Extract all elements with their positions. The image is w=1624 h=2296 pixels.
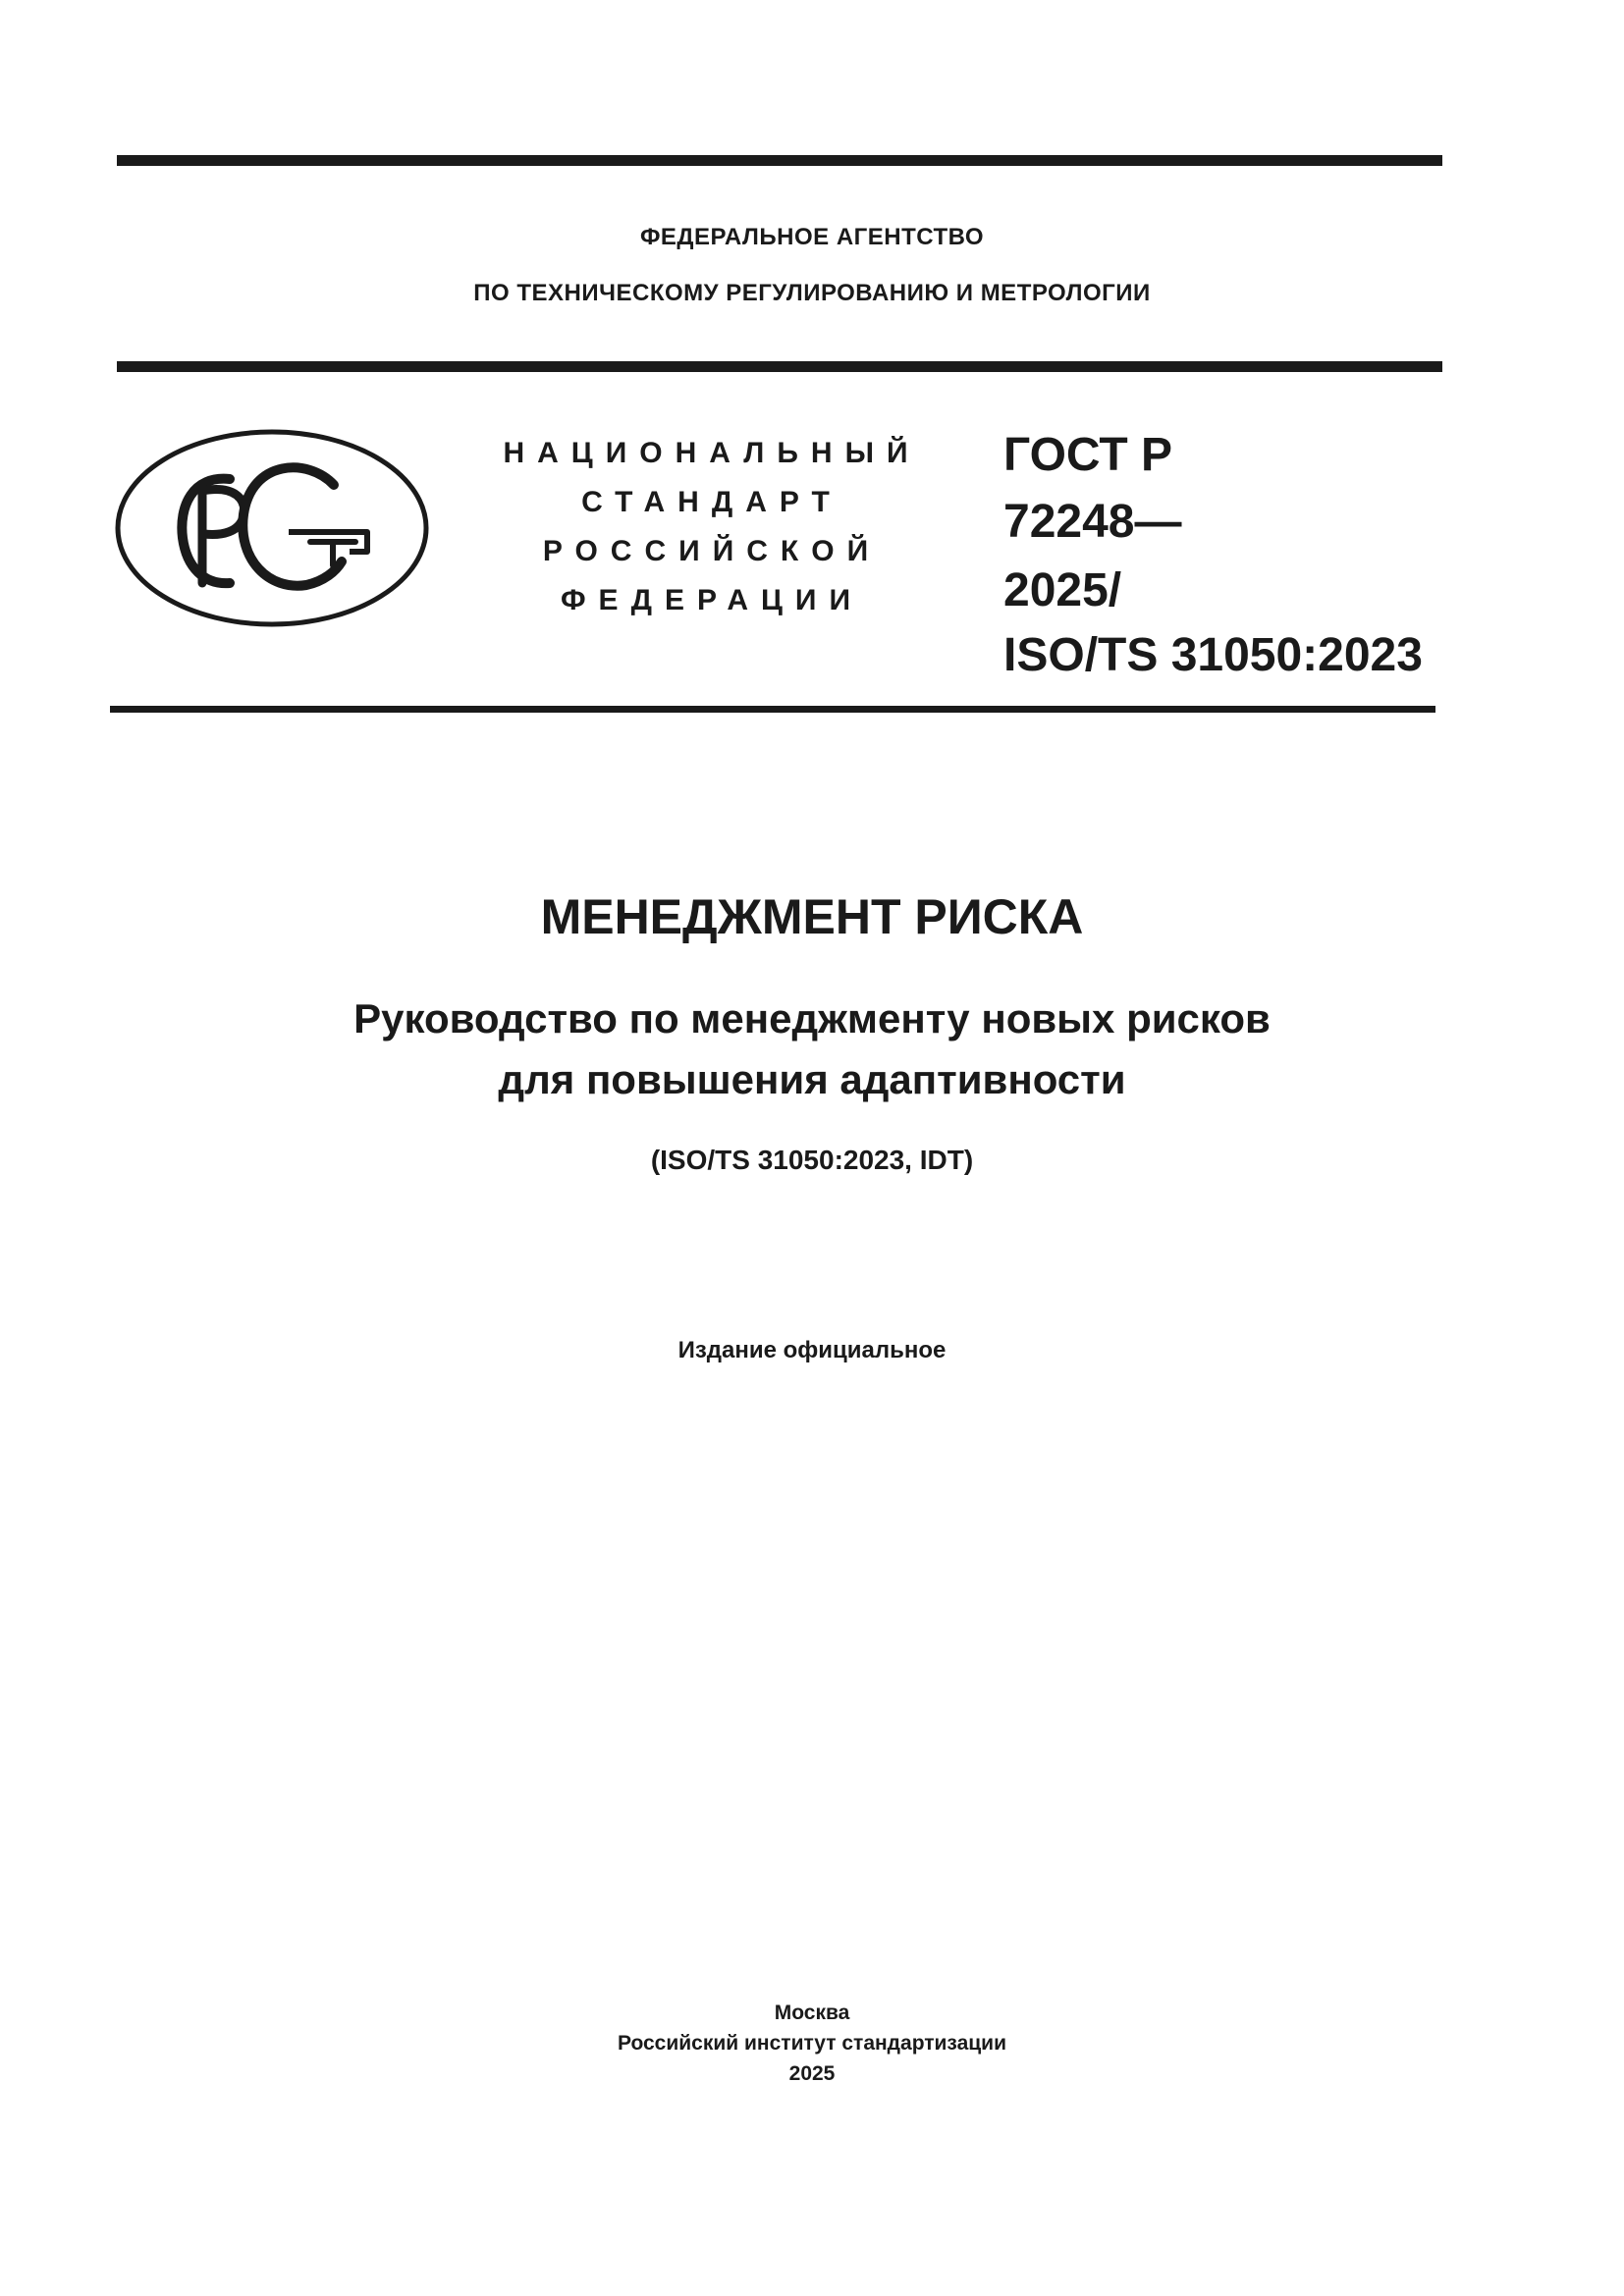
document-title: МЕНЕДЖМЕНТ РИСКА xyxy=(540,889,1084,944)
designation-line-4: ISO/TS 31050:2023 xyxy=(1003,629,1423,681)
header-block-rule xyxy=(110,706,1435,713)
national-standard-line-3: РОССИЙСКОЙ xyxy=(542,535,882,567)
national-standard-line-1: НАЦИОНАЛЬНЫЙ xyxy=(503,437,921,469)
rst-certification-mark-icon xyxy=(114,428,430,633)
designation-line-2: 72248— xyxy=(1003,496,1182,548)
document-subtitle-line-1: Руководство по менеджменту новых рисков xyxy=(353,995,1271,1041)
document-subtitle-line-2: для повышения адаптивности xyxy=(498,1056,1126,1102)
publisher-name: Российский институт стандартизации xyxy=(617,2032,1007,2055)
agency-line-1: ФЕДЕРАЛЬНОЕ АГЕНТСТВО xyxy=(639,224,985,250)
designation-line-3: 2025/ xyxy=(1003,564,1122,616)
designation-line-1: ГОСТ Р xyxy=(1003,429,1173,481)
national-standard-line-4: ФЕДЕРАЦИИ xyxy=(560,584,864,616)
top-rule xyxy=(117,155,1442,166)
publisher-year: 2025 xyxy=(788,2062,836,2085)
iso-reference: (ISO/TS 31050:2023, IDT) xyxy=(650,1145,974,1175)
agency-rule xyxy=(117,361,1442,372)
national-standard-label xyxy=(491,429,933,625)
standard-designation xyxy=(1003,426,1423,685)
agency-line-2: ПО ТЕХНИЧЕСКОМУ РЕГУЛИРОВАНИЮ И МЕТРОЛОГИИ xyxy=(473,280,1151,306)
edition-label: Издание официальное xyxy=(677,1337,947,1363)
national-standard-line-2: СТАНДАРТ xyxy=(581,486,842,518)
publisher-city: Москва xyxy=(774,2002,850,2024)
